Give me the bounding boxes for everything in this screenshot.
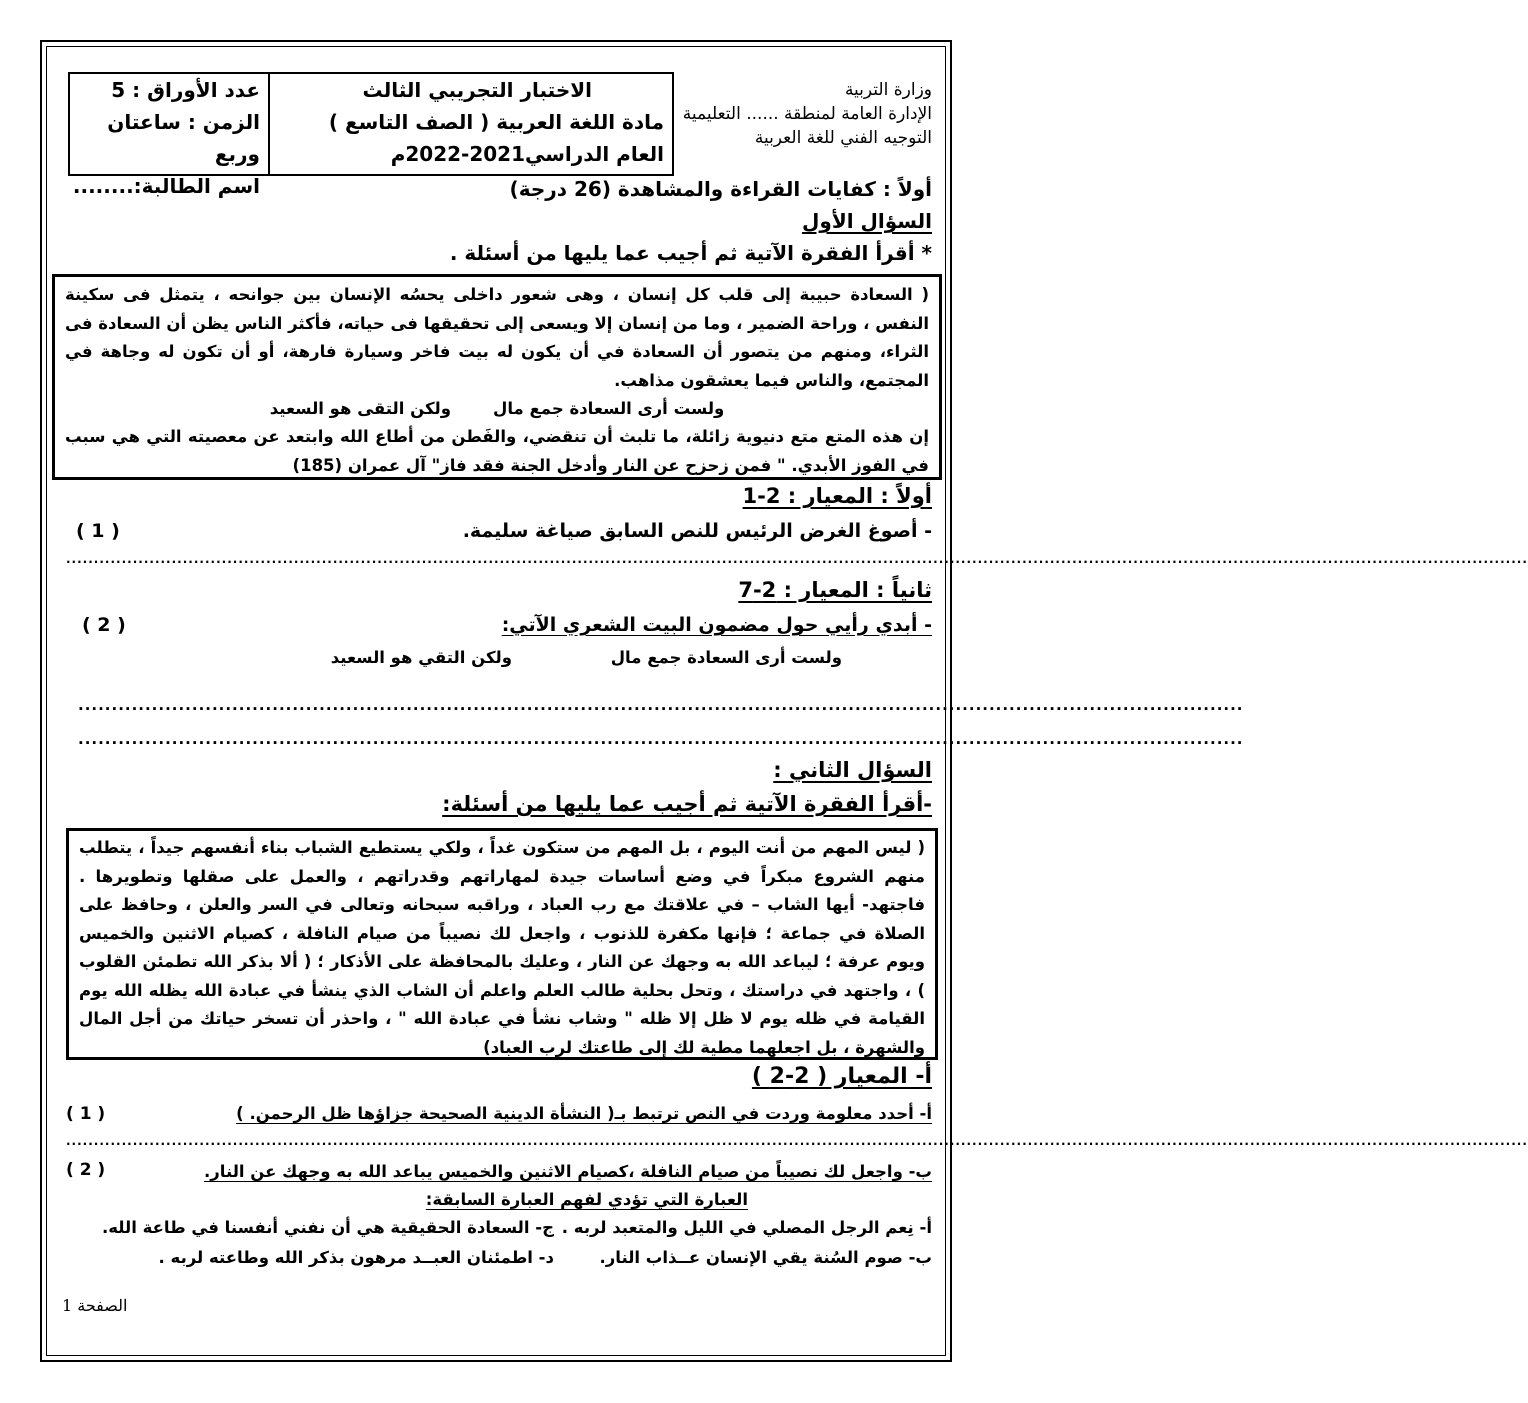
ministry-name: وزارة التربية xyxy=(844,80,932,100)
question1-instruction: * أقرأ الفقرة الآتية ثم أجيب عما يليها من أسئلة . xyxy=(449,241,932,265)
page-number: الصفحة 1 xyxy=(62,1296,128,1315)
part2-mark: ( 2 ) xyxy=(82,614,126,636)
question1-title: السؤال الأول xyxy=(802,209,932,233)
criterion-a-answer-line[interactable]: ....................................................................................................................................................................................................................................................................... xyxy=(66,1134,1528,1148)
criterion-question-b: ب- واجعل لك نصيباً من صيام النافلة ،كصيام الاثنين والخميس يباعد الله به وجهك عن النار. xyxy=(204,1162,932,1181)
part2-heading: ثانياً : المعيار : 2-7 xyxy=(738,578,932,602)
criterion-question-a-mark: ( 1 ) xyxy=(66,1104,106,1124)
question2-title: السؤال الثاني : xyxy=(773,758,932,782)
exam-duration: الزمن : ساعتان وربع xyxy=(107,110,260,166)
student-name-field[interactable]: اسم الطالبة:........ xyxy=(72,174,260,198)
criterion-question-b-mark: ( 2 ) xyxy=(66,1160,106,1180)
passage1-paragraph2: إن هذه المتع متع دنيوية زائلة، ما تلبث أن تنقضي، والفَطن من أطاع الله وابتعد عن معصيته التي هي سبب في الفوز الأبدي. " فمن زحزح عن النار وأدخل الجنة فقد فاز" آل عمران (185) xyxy=(65,427,929,475)
passage1-box xyxy=(52,274,942,480)
part1-answer-line[interactable]: ....................................................................................................................................................................................................................................................................... xyxy=(66,552,1528,566)
passage1-verse xyxy=(65,395,929,423)
criterion-heading: أ- المعيار ( 2-2 ) xyxy=(751,1064,932,1089)
part2-verse-second: ولكن التقي هو السعيد xyxy=(330,648,512,667)
option-c[interactable]: ج- السعادة الحقيقية هي أن نفني أنفسنا في طاعة الله. xyxy=(102,1218,554,1237)
passage1-verse-second: ولكن التقى هو السعيد xyxy=(269,399,452,418)
exam-year: العام الدراسي2021-2022م xyxy=(390,142,664,166)
criterion-question-b-sub: العبارة التي تؤدي لفهم العبارة السابقة: xyxy=(425,1190,748,1209)
option-a[interactable]: أ- نِعم الرجل المصلي في الليل والمتعبد لربه . xyxy=(561,1218,932,1237)
passage2-text: ( ليس المهم من أنت اليوم ، بل المهم من ستكون غداً ، ولكي يستطيع الشباب بناء أنفسهم جيداً ، يتطلب منهم الشروع مبكراً في وضع أساسات جيدة لمهاراتهم وقدراتهم ، والعمل على صقلها وتطويرها . فاجتهد- أيها الشاب – في علاقتك مع رب العباد ، وراقبه سبحانه وتعالى في السر والعلن ، وحافظ على الصلاة في جماعة ؛ فإنها مكفرة للذنوب ، واجعل لك نصيباً من صيام النافلة ، كصيام الاثنين والخميس ويوم عرفة ؛ ليباعد الله به وجهك عن النار ، وعليك بالمحافظة على الأذكار ؛ ( ألا بذكر الله تطمئن القلوب ) ، واجتهد في دراستك ، وتحل بحلية طالب العلم واعلم أن الشاب الذي ينشأ في عبادة الله يظله الله يوم القيامة في ظله يوم لا ظل إلا ظله " وشاب نشأ في عبادة الله " ، واحذر أن تسخر حياتك من أجل المال والشهرة ، بل اجعلهما مطية لك إلى طاعتك لرب العباد) xyxy=(79,838,925,1057)
part2-question: - أبدي رأيي حول مضمون البيت الشعري الآتي: xyxy=(501,614,932,636)
part2-answer-line-1[interactable]: .............................................................................................................................................................................. xyxy=(78,696,1244,714)
header-info-block xyxy=(68,72,268,198)
section1-title: أولاً : كفايات القراءة والمشاهدة (26 درجة) xyxy=(509,177,932,201)
exam-title: الاختبار التجريبي الثالث xyxy=(362,78,592,102)
header-exam-block xyxy=(268,72,674,176)
part1-heading: أولاً : المعيار : 2-1 xyxy=(742,484,932,508)
criterion-question-a: أ- أحدد معلومة وردت في النص ترتبط بـ( النشأة الدينية الصحيحة جزاؤها ظل الرحمن. ) xyxy=(236,1104,932,1123)
passage2-box xyxy=(66,828,938,1060)
supervision-name: التوجيه الفني للغة العربية xyxy=(754,128,932,148)
option-d[interactable]: د- اطمئنان العبــد مرهون بذكر الله وطاعته لربه . xyxy=(158,1248,554,1267)
pages-count: عدد الأوراق : 5 xyxy=(111,78,260,102)
directorate-name: الإدارة العامة لمنطقة ...... التعليمية xyxy=(682,104,932,124)
passage1-paragraph1: ( السعادة حبيبة إلى قلب كل إنسان ، وهى شعور داخلى يحسُه الإنسان بين جوانحه ، يتمثل فى سكينة النفس ، وراحة الضمير ، وما من إنسان إلا ويسعى إلى تحقيقها فى حياته، فأكثر الناس يظن أن السعادة فى الثراء، ومنهم من يتصور أن السعادة في أن يكون له بيت فاخر وسيارة فارهة، أو أن تكون له وجاهة في المجتمع، والناس فيما يعشقون مذاهب. xyxy=(65,285,929,390)
exam-subject: مادة اللغة العربية ( الصف التاسع ) xyxy=(328,110,664,134)
option-b[interactable]: ب- صوم السُنة يقي الإنسان عــذاب النار. xyxy=(599,1248,932,1267)
question2-instruction: -أقرأ الفقرة الآتية ثم أجيب عما يليها من أسئلة: xyxy=(442,792,932,816)
part2-answer-line-2[interactable]: .............................................................................................................................................................................. xyxy=(78,730,1244,748)
header-ministry-block xyxy=(674,72,940,176)
part2-verse-first: ولست أرى السعادة جمع مال xyxy=(610,648,842,667)
passage1-verse-first: ولست أرى السعادة جمع مال xyxy=(493,399,725,418)
part1-mark: ( 1 ) xyxy=(76,520,120,542)
part1-question: - أصوغ الغرض الرئيس للنص السابق صياغة سليمة. xyxy=(462,520,932,542)
